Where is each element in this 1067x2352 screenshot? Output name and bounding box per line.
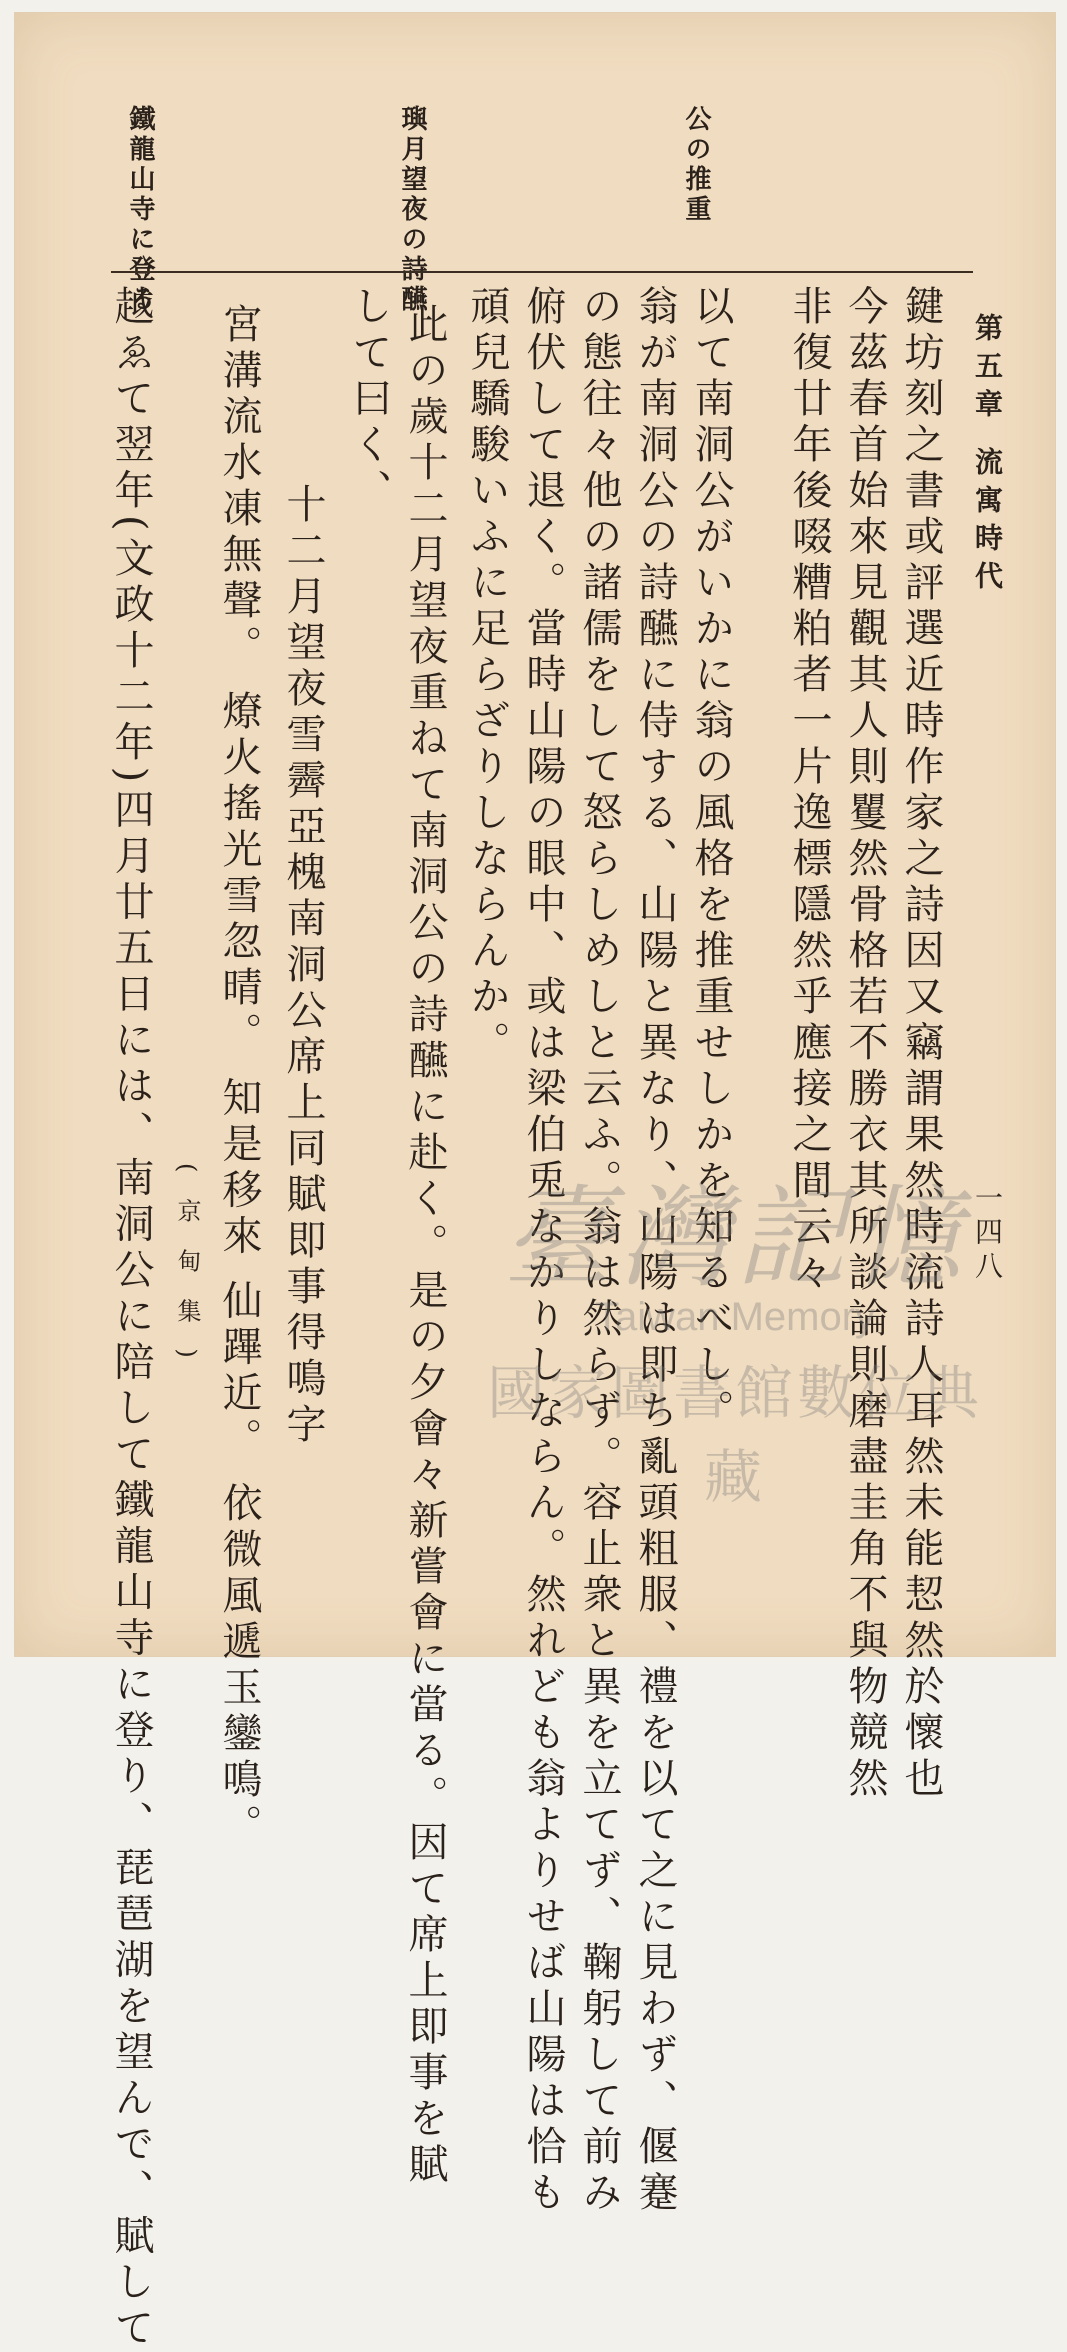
header-rule	[111, 271, 973, 273]
text-column: 今茲春首始來見觀其人則矍然骨格若不勝衣其所談論則磨盡圭角不與物競然	[842, 285, 888, 1803]
poem-title: 十二月望夜雪霽亞槐南洞公席上同賦即事得鳴字	[280, 483, 326, 1449]
chapter-header: 第五章 流寓時代	[971, 313, 1004, 599]
watermark-english: Taiwan Memory	[594, 1295, 876, 1339]
text-column: 俯伏して退く。當時山陽の眼中、或は梁伯兎なかりしならん。然れども翁よりせば山陽は恰も	[520, 285, 566, 2217]
source-note: (京甸集)	[173, 1163, 201, 1384]
text-column: 頑兒驕駿いふに足らざりしならんか。	[464, 285, 510, 1067]
poem-text: 宮溝流水凍無聲。 燎火搖光雪忽晴。 知是移來 仙蹕近。 依微風遞玉鑾鳴。	[216, 303, 262, 1850]
watermark-institution: 國家圖書館數位典藏	[486, 1359, 983, 1511]
book-page	[14, 12, 1056, 2352]
margin-note-tetsuryu: 鐵龍山寺に登る	[125, 105, 155, 315]
text-column: 鍵坊刻之書或評選近時作家之詩因又竊謂果然時流詩人耳然未能恝然於懷也	[898, 285, 944, 1803]
text-column: して曰く、	[346, 285, 392, 515]
margin-note-suikou: 公の推重	[681, 105, 711, 225]
margin-note-shien: 璵月望夜の詩醼	[397, 105, 427, 315]
text-column: 以て南洞公がいかに翁の風格を推重せしかを知るべし。	[688, 285, 734, 1435]
text-column: 越ゑて翌年(文政十二年)四月廿五日には、南洞公に陪して鐵龍山寺に登り、琵琶湖を望んで、賦して	[108, 285, 154, 2352]
text-column: 非復廿年後啜糟粕者一片逸標隱然乎應接之間云々	[786, 285, 832, 1297]
page-number: 一四八	[971, 1183, 1004, 1285]
text-column: の態往々他の諸儒をして怒らしめしと云ふ。翁は然らず。容止衆と異を立てず、鞠躬して前み	[576, 285, 622, 2217]
watermark-logo-text: 臺灣記憶	[503, 1174, 967, 1302]
text-column: 翁が南洞公の詩醼に侍する、山陽と異なり、山陽は即ち亂頭粗服、禮を以て之に見わず、偃蹇	[632, 285, 678, 2217]
text-column: 此の歲十二月望夜重ねて南洞公の詩醼に赴く。是の夕會々新嘗會に當る。因て席上即事を賦	[402, 303, 448, 2189]
